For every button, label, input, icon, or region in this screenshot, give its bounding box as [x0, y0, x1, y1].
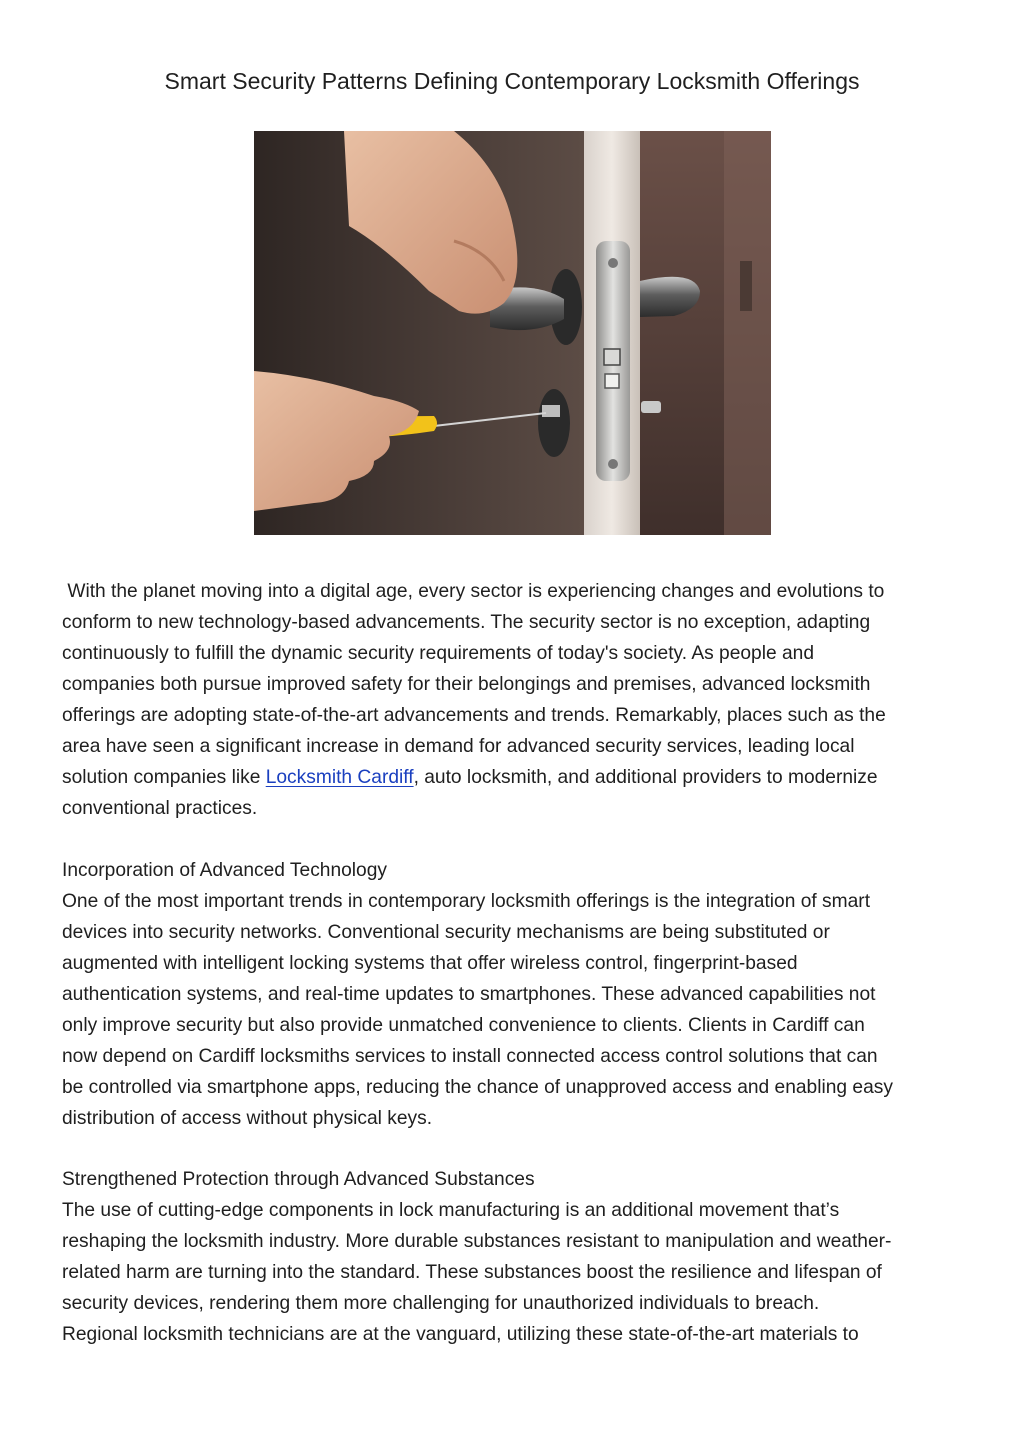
text-line: continuously to fulfill the dynamic security requirements of today's society. As people and [62, 643, 815, 664]
intro-paragraph [62, 576, 962, 824]
text-line: be controlled via smartphone apps, reducing the chance of unapproved access and enabling easy [62, 1077, 893, 1098]
text-line: augmented with intelligent locking systems that offer wireless control, fingerprint-based [62, 953, 798, 974]
text-line-with-link [62, 762, 962, 793]
text-line: companies both pursue improved safety for their belongings and premises, advanced locksmith [62, 674, 871, 695]
section-advanced-substances [62, 1164, 962, 1350]
section-advanced-technology [62, 855, 962, 1134]
text-line: now depend on Cardiff locksmiths services to install connected access control solutions that can [62, 1046, 878, 1067]
text-line: conventional practices. [62, 798, 258, 819]
text-line: conform to new technology-based advancements. The security sector is no exception, adapting [62, 612, 871, 633]
door-lock-photo [254, 131, 771, 535]
section-heading: Incorporation of Advanced Technology [62, 860, 387, 881]
text-line: area have seen a significant increase in demand for advanced security services, leading local [62, 736, 855, 757]
text-line: reshaping the locksmith industry. More durable substances resistant to manipulation and weather- [62, 1231, 892, 1252]
page-title: Smart Security Patterns Defining Contemporary Locksmith Offerings [164, 68, 860, 94]
text-line: related harm are turning into the standard. These substances boost the resilience and lifespan of [62, 1262, 882, 1283]
text-line: security devices, rendering them more challenging for unauthorized individuals to breach. [62, 1293, 820, 1314]
text-line: only improve security but also provide unmatched convenience to clients. Clients in Cardiff can [62, 1015, 865, 1036]
text-fragment: solution companies like [62, 767, 266, 788]
section-heading: Strengthened Protection through Advanced Substances [62, 1169, 535, 1190]
text-line: With the planet moving into a digital age, every sector is experiencing changes and evolutions to [62, 581, 885, 602]
text-line: devices into security networks. Conventional security mechanisms are being substituted or [62, 922, 830, 943]
text-line: distribution of access without physical keys. [62, 1108, 433, 1129]
text-line: The use of cutting-edge components in lock manufacturing is an additional movement that’s [62, 1200, 840, 1221]
text-line: Regional locksmith technicians are at the vanguard, utilizing these state-of-the-art materials to [62, 1324, 859, 1345]
text-line: One of the most important trends in contemporary locksmith offerings is the integration of smart [62, 891, 871, 912]
text-fragment: , auto locksmith, and additional providers to modernize [413, 767, 878, 788]
text-line: authentication systems, and real-time updates to smartphones. These advanced capabilities not [62, 984, 876, 1005]
text-line: offerings are adopting state-of-the-art advancements and trends. Remarkably, places such as the [62, 705, 886, 726]
locksmith-cardiff-link[interactable]: Locksmith Cardiff [265, 767, 414, 788]
